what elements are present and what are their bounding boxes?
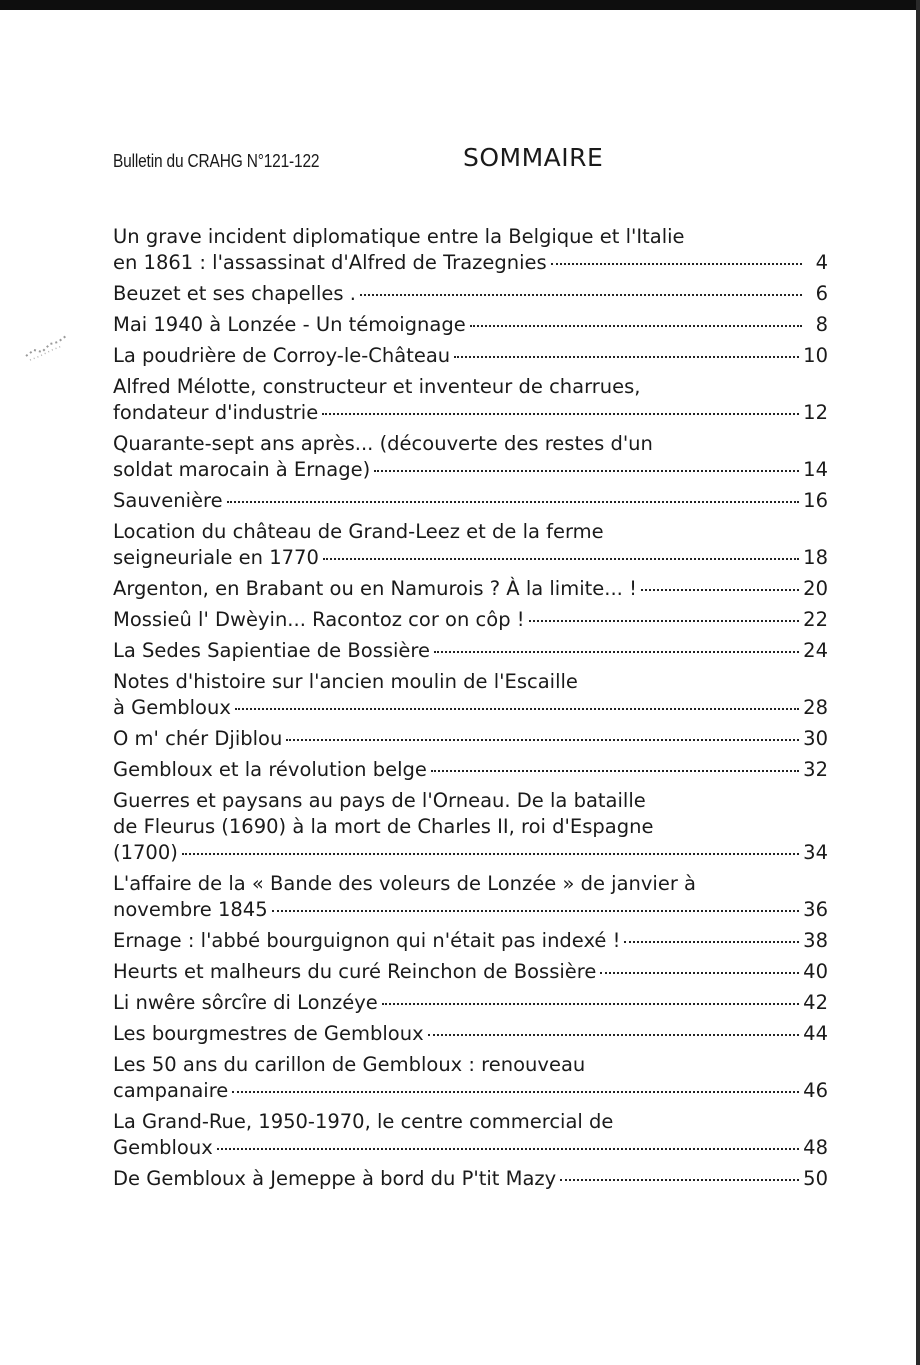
toc-page-number: 50 [803,1167,828,1190]
toc-entry-title: De Gembloux à Jemeppe à bord du P'tit Mazy [113,1167,557,1190]
toc-entry-title: campanaire [113,1079,229,1102]
toc-entry-line [113,695,828,721]
toc-entry [113,1166,828,1192]
toc-entry-title: novembre 1845 [113,898,268,921]
toc-entry [113,669,828,721]
toc-entry-title: seigneuriale en 1770 [113,546,319,569]
toc-page-number: 38 [803,929,828,952]
toc-entry-title: La Sedes Sapientiae de Bossière [113,639,431,662]
toc-entry-line [113,488,828,514]
toc-dot-leader [428,1034,800,1036]
toc-page-number: 24 [803,639,828,662]
toc-entry [113,374,828,426]
toc-entry [113,928,828,954]
toc-entry-title: Heurts et malheurs du curé Reinchon de Bossière [113,960,597,983]
toc-page-number: 6 [815,282,828,305]
toc-entry-line [113,1166,828,1192]
toc-entry [113,638,828,664]
toc-entry [113,1021,828,1047]
toc-entry [113,1052,828,1104]
toc-dot-leader [624,941,799,943]
toc-entry-title: Mossieû l' Dwèyin... Racontoz cor on côp ! [113,608,525,631]
scan-speck-icon [22,330,70,364]
toc-entry-line [113,1135,828,1161]
toc-entry-title: en 1861 : l'assassinat d'Alfred de Trazegnies [113,251,547,274]
toc-entry-title: Les 50 ans du carillon de Gembloux : renouveau [113,1053,586,1076]
toc-entry-line [113,607,828,633]
toc-page-number: 44 [803,1022,828,1045]
toc-entry-line [113,726,828,752]
toc-page-number: 42 [803,991,828,1014]
toc-entry-title: fondateur d'industrie [113,401,319,424]
toc-entry-line [113,545,828,571]
toc-page-number: 8 [815,313,828,336]
toc-page-number: 10 [803,344,828,367]
toc-entry-line [113,669,828,695]
toc-entry-title: Argenton, en Brabant ou en Namurois ? À la limite... ! [113,577,637,600]
toc-dot-leader [454,356,799,358]
toc-page-number: 12 [803,401,828,424]
toc-page-number: 28 [803,696,828,719]
toc-entry-title: Li nwêre sôrcîre di Lonzéye [113,991,378,1014]
toc-entry-line [113,814,828,840]
toc-dot-leader [641,589,799,591]
toc-page-number: 48 [803,1136,828,1159]
toc-page-number: 32 [803,758,828,781]
toc-entry-line [113,576,828,602]
toc-entry-title: Quarante-sept ans après... (découverte des restes d'un [113,432,653,455]
toc-dot-leader [529,620,800,622]
toc-entry-line [113,1078,828,1104]
toc-page-number: 16 [803,489,828,512]
toc-entry [113,576,828,602]
toc-entry [113,431,828,483]
toc-page-number: 22 [803,608,828,631]
toc-page-number: 30 [803,727,828,750]
toc-entry-title: Ernage : l'abbé bourguignon qui n'était pas indexé ! [113,929,621,952]
toc-entry-title: Gembloux [113,1136,213,1159]
toc-entry-line [113,638,828,664]
toc-dot-leader [323,558,799,560]
toc-entry-title: O m' chér Djiblou [113,727,283,750]
toc-entry-title: Notes d'histoire sur l'ancien moulin de l'Escaille [113,670,578,693]
toc-page-number: 36 [803,898,828,921]
toc-entry [113,343,828,369]
toc-entry-title: soldat marocain à Ernage) [113,458,371,481]
toc-page-number: 20 [803,577,828,600]
toc-entry-title: Guerres et paysans au pays de l'Orneau. De la bataille [113,789,646,812]
toc-entry-title: Location du château de Grand-Leez et de la ferme [113,520,604,543]
toc-dot-leader [551,263,802,265]
toc-dot-leader [382,1003,799,1005]
toc-dot-leader [360,294,802,296]
toc-entry [113,726,828,752]
toc-dot-leader [217,1148,799,1150]
toc-dot-leader [600,972,799,974]
toc-entry-line [113,871,828,897]
toc-entry-line [113,788,828,814]
toc-dot-leader [232,1091,799,1093]
toc-entry-title: La poudrière de Corroy-le-Château [113,344,451,367]
toc-entry-title: L'affaire de la « Bande des voleurs de Lonzée » de janvier à [113,872,697,895]
toc-entry [113,312,828,338]
toc-page-number: 46 [803,1079,828,1102]
toc-entry-line [113,1052,828,1078]
toc-page-number: 34 [803,841,828,864]
toc-entry-line [113,374,828,400]
toc-entry-title: à Gembloux [113,696,231,719]
scan-right-edge [916,0,920,1365]
bulletin-reference: Bulletin du CRAHG N°121-122 [113,151,320,171]
toc-entry [113,488,828,514]
scan-top-edge [0,0,920,10]
toc-dot-leader [431,770,799,772]
toc-entry-title: de Fleurus (1690) à la mort de Charles II, roi d'Espagne [113,815,654,838]
toc-entry-title: Sauvenière [113,489,223,512]
toc-entry-line [113,224,828,250]
toc-entry-line [113,519,828,545]
toc-entry-title: La Grand-Rue, 1950-1970, le centre commercial de [113,1110,614,1133]
toc-entry-line [113,281,828,307]
toc-entry-line [113,1021,828,1047]
toc-dot-leader [235,708,799,710]
toc-entry [113,788,828,866]
toc-entry-title: Gembloux et la révolution belge [113,758,427,781]
toc-entry-line [113,897,828,923]
toc-entry-title: Alfred Mélotte, constructeur et inventeur de charrues, [113,375,641,398]
toc-dot-leader [272,910,800,912]
page-title: SOMMAIRE [463,143,604,172]
toc-dot-leader [322,413,799,415]
toc-page-number: 14 [803,458,828,481]
toc-dot-leader [434,651,799,653]
toc-entry-line [113,840,828,866]
toc-entry [113,871,828,923]
toc-dot-leader [182,853,799,855]
toc-entry-line [113,343,828,369]
toc-dot-leader [560,1179,799,1181]
toc-entry [113,959,828,985]
toc-entry-title: Beuzet et ses chapelles . [113,282,356,305]
toc-entry-title: Mai 1940 à Lonzée - Un témoignage [113,313,466,336]
toc-entry [113,224,828,276]
toc-entry-line [113,757,828,783]
toc-dot-leader [374,470,799,472]
toc-entry [113,990,828,1016]
toc-entry-title: (1700) [113,841,178,864]
toc-entry [113,519,828,571]
table-of-contents [113,224,828,1197]
toc-page-number: 40 [803,960,828,983]
toc-entry [113,757,828,783]
toc-page-number: 18 [803,546,828,569]
toc-entry [113,281,828,307]
toc-entry-line [113,1109,828,1135]
toc-dot-leader [286,739,799,741]
toc-entry-line [113,457,828,483]
toc-entry-line [113,400,828,426]
toc-entry-line [113,250,828,276]
toc-entry [113,1109,828,1161]
toc-entry-title: Les bourgmestres de Gembloux [113,1022,424,1045]
toc-entry-line [113,959,828,985]
toc-entry-line [113,312,828,338]
toc-dot-leader [470,325,802,327]
toc-entry-line [113,990,828,1016]
toc-dot-leader [227,501,800,503]
toc-entry-line [113,928,828,954]
toc-entry-line [113,431,828,457]
toc-entry [113,607,828,633]
toc-page-number: 4 [815,251,828,274]
toc-entry-title: Un grave incident diplomatique entre la Belgique et l'Italie [113,225,685,248]
